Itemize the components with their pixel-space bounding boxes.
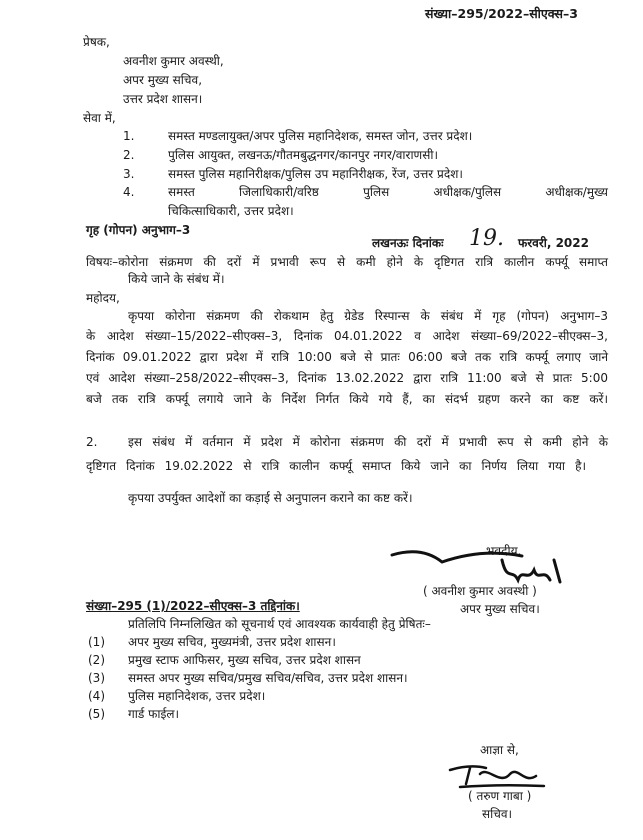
recipient-4-text-cont: चिकित्साधिकारी, उत्तर प्रदेश। (168, 204, 294, 218)
closing-yours: भवदीय, (486, 544, 522, 558)
recipient-2-text: पुलिस आयुक्त, लखनऊ/गौतमबुद्धनगर/कानपुर नगर/वाराणसी। (168, 148, 439, 162)
recipients-label: सेवा में, (83, 111, 116, 125)
closing-designation: अपर मुख्य सचिव। (460, 602, 540, 616)
copy-item-4-text: पुलिस महानिदेशक, उत्तर प्रदेश। (128, 689, 266, 703)
recipient-3-text: समस्त पुलिस महानिरीक्षक/पुलिस उप महानिरीक्षक, रेंज, उत्तर प्रदेश। (168, 167, 463, 181)
para1-line-1: कृपया कोरोना संक्रमण की रोकथाम हेतु ग्रेडेड रिस्पान्स के संबंध में गृह (गोपन) अनुभाग–3 (128, 309, 608, 323)
copy-item-5-text: गार्ड फाईल। (128, 707, 180, 721)
para1-line-2: के आदेश संख्या–15/2022–सीएक्स–3, दिनांक 04.01.2022 व आदेश संख्या–69/2022–सीएक्स–3, (86, 329, 608, 343)
handwritten-date-day: 19. (469, 226, 504, 251)
copy-item-1-num: (1) (88, 635, 105, 649)
recipient-1-num: 1. (123, 129, 135, 143)
sender-name: अवनीश कुमार अवस्थी, (123, 54, 224, 68)
copy-item-2-text: प्रमुख स्टाफ आफिसर, मुख्य सचिव, उत्तर प्रदेश शासन (128, 653, 361, 667)
recipient-3-num: 3. (123, 167, 135, 181)
signature-mark-sender (382, 540, 582, 590)
signature-mark-secretary (440, 760, 560, 792)
copy-item-4-num: (4) (88, 689, 105, 703)
copy-item-2-num: (2) (88, 653, 105, 667)
recipient-2-num: 2. (123, 148, 135, 162)
para1-line-3: दिनांक 09.01.2022 द्वारा प्रदेश में रात्रि 10:00 बजे से प्रातः 06:00 बजे तक रात्रि कर्फ्यू लगाए जाने (86, 350, 608, 364)
para1-line-4: एवं आदेश संख्या–258/2022–सीएक्स–3, दिनांक 13.02.2022 द्वारा रात्रि 11:00 बजे से प्रातः 5:00 (86, 371, 608, 385)
para3: कृपया उपर्युक्त आदेशों का कड़ाई से अनुपालन कराने का कष्ट करें। (128, 491, 413, 505)
recipient-4-num: 4. (123, 185, 135, 199)
copy-item-3-num: (3) (88, 671, 105, 685)
copy-reference: संख्या–295 (1)/2022–सीएक्स–3 तद्दिनांक। (86, 599, 300, 613)
para2-line-2: दृष्टिगत दिनांक 19.02.2022 से रात्रि कालीन कर्फ्यू समाप्त किये जाने का निर्णय लिया गया है। (86, 459, 586, 473)
recipient-1-text: समस्त मण्डलायुक्त/अपर पुलिस महानिदेशक, समस्त जोन, उत्तर प्रदेश। (168, 129, 473, 143)
copy-item-3-text: समस्त अपर मुख्य सचिव/प्रमुख सचिव/सचिव, उत्तर प्रदेश शासन। (128, 671, 408, 685)
date-month-year: फरवरी, 2022 (518, 236, 589, 250)
copy-intro: प्रतिलिपि निम्नलिखित को सूचनार्थ एवं आवश्यक कार्यवाही हेतु प्रेषितः– (128, 617, 431, 631)
reference-number: संख्या–295/2022–सीएक्स–3 (425, 6, 578, 21)
para1-line-5: बजे तक रात्रि कर्फ्यू लगाये जाने के निर्देश निर्गत किये गये हैं, का संदर्भ ग्रहण करने का कष्ट करें। (86, 392, 608, 406)
para2-line-1: इस संबंध में वर्तमान में प्रदेश में कोरोना संक्रमण की दरों में प्रभावी रूप से कमी होने के (128, 435, 608, 449)
sender-office: उत्तर प्रदेश शासन। (123, 92, 203, 106)
copy-item-5-num: (5) (88, 707, 105, 721)
subject-line-1: विषयः–कोरोना संक्रमण की दरों में प्रभावी रूप से कमी होने के दृष्टिगत रात्रि कालीन कर्फ्यू समाप्त (86, 255, 608, 269)
place-date-label: लखनऊः दिनांकः (372, 236, 444, 250)
sender-designation: अपर मुख्य सचिव, (123, 73, 203, 87)
salutation: महोदय, (86, 291, 120, 305)
copy-item-1-text: अपर मुख्य सचिव, मुख्यमंत्री, उत्तर प्रदेश शासन। (128, 635, 336, 649)
order-label: आज्ञा से, (480, 743, 519, 757)
order-designation: सचिव। (482, 807, 513, 821)
subject-line-2: किये जाने के संबंध में। (128, 272, 225, 286)
closing-name: ( अवनीश कुमार अवस्थी ) (423, 584, 537, 598)
para2-number: 2. (86, 435, 98, 449)
order-name: ( तरुण गाबा ) (468, 789, 532, 803)
sender-label: प्रेषक, (83, 35, 110, 49)
department: गृह (गोपन) अनुभाग–3 (86, 223, 191, 237)
recipient-4-text: समस्त जिलाधिकारी/वरिष्ठ पुलिस अधीक्षक/पुलिस अधीक्षक/मुख्य (168, 185, 608, 199)
